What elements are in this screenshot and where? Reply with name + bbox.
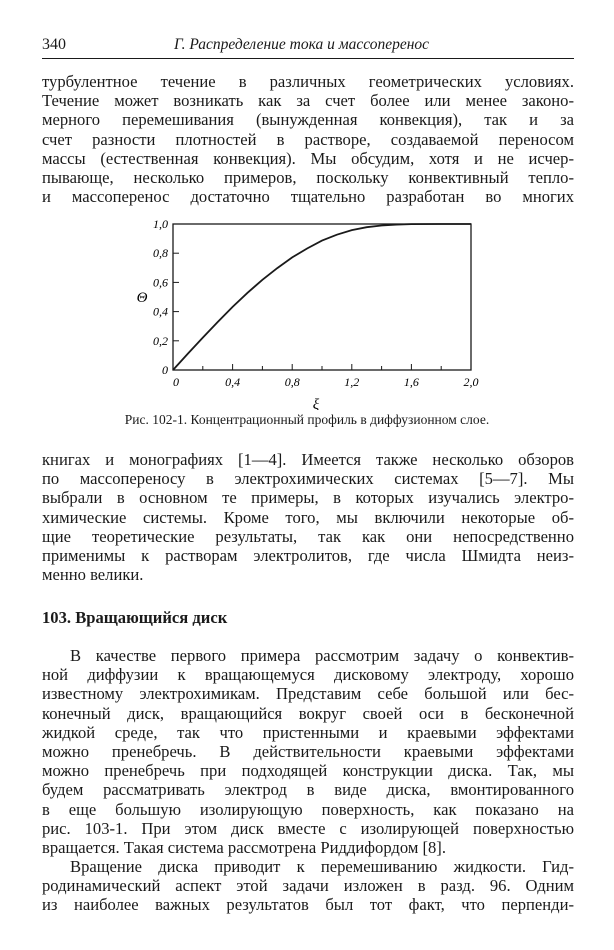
paragraph-1 [42, 72, 574, 206]
text-line: жидкой среде, так что пристенными и краевыми эффектами [42, 722, 574, 742]
text-line: щие теоретические результаты, так как они непосредственно [42, 526, 574, 546]
x-tick-label: 0,4 [225, 375, 241, 389]
text-line: родинамический аспект этой задачи изложен в разд. 96. Одним [42, 876, 574, 896]
y-axis-ticks [153, 217, 179, 377]
section-heading: 103. Вращающийся диск [42, 608, 228, 627]
text-line: конечный диск, вращающийся вокруг своей оси в бесконечной [42, 703, 574, 723]
x-tick-label: 2,0 [463, 375, 479, 389]
text-line: химические системы. Кроме того, мы включили некоторые об- [42, 507, 574, 527]
text-line: можно пренебречь. В действительности краевыми эффектами [42, 742, 574, 762]
figure-102-1 [0, 210, 614, 440]
y-axis-label: Θ [136, 290, 148, 306]
theta-curve [173, 224, 471, 370]
y-tick-label: 0,8 [153, 246, 168, 261]
text-line: Течение может возникать как за счет более или менее законо- [42, 91, 574, 111]
plot-frame [173, 224, 471, 370]
text-line: пывающе, несколько примеров, поскольку конвективный тепло- [42, 168, 574, 188]
paragraph-2 [42, 450, 574, 584]
page-number: 340 [42, 36, 66, 53]
y-tick-label: 0 [162, 363, 168, 377]
x-tick-label: 0 [173, 375, 179, 389]
text-line: мерного перемешивания (вынужденная конвекция), так и за [42, 110, 574, 130]
x-tick-label: 0,8 [284, 375, 300, 389]
text-line: менно велики. [42, 565, 144, 585]
text-line: счет разности плотностей в растворе, создаваемой переносом [42, 129, 574, 149]
text-line: Вращение диска приводит к перемешиванию жидкости. Гид- [70, 857, 574, 876]
y-tick-label: 0,2 [153, 333, 168, 348]
text-line: известному электрохимикам. Представим себе большой или бес- [42, 684, 574, 704]
text-line: по массопереносу в электрохимических системах [5—7]. Мы [42, 469, 574, 489]
paragraph-4 [42, 857, 574, 915]
text-line: из наиболее важных результатов был тот факт, что перпенди- [42, 895, 574, 915]
y-tick-label: 0,4 [153, 304, 168, 319]
text-line: будем рассматривать электрод в виде диска, вмонтированного [42, 780, 574, 800]
running-header [42, 34, 574, 59]
text-line: выбрали в основном те примеры, в которых изучались электро- [42, 488, 574, 508]
x-axis-label: ξ [312, 397, 320, 410]
x-axis-ticks [173, 364, 479, 389]
running-title: Г. Распределение тока и массоперенос [174, 36, 430, 53]
text-line: в еще большую изолирующую поверхность, как показано на [42, 799, 574, 819]
text-line: ной диффузии к вращающемуся дисковому электроду, хорошо [42, 665, 574, 685]
y-tick-label: 0,6 [153, 275, 168, 290]
text-line: вращается. Такая система рассмотрена Риддифордом [8]. [42, 838, 446, 858]
text-line: можно пренебречь при подходящей конструкции диска. Так, мы [42, 761, 574, 781]
x-tick-label: 1,6 [403, 375, 419, 389]
figure-caption: Рис. 102-1. Концентрационный профиль в диффузионном слое. [124, 412, 490, 427]
paragraph-3 [42, 646, 574, 857]
text-line: и массоперенос достаточно тщательно разработан во многих [42, 187, 574, 207]
text-line: применимы к растворам электролитов, где числа Шмидта неиз- [42, 546, 574, 566]
text-line: В качестве первого примера рассмотрим задачу о конвектив- [70, 646, 574, 665]
x-tick-label: 1,2 [344, 375, 360, 389]
text-line: турбулентное течение в различных геометрических условиях. [42, 72, 574, 91]
y-tick-label: 1,0 [153, 217, 168, 231]
text-line: книгах и монографиях [1—4]. Имеется также несколько обзоров [42, 450, 574, 469]
text-line: массы (естественная конвекция). Мы обсудим, хотя и не исчер- [42, 148, 574, 168]
concentration-profile-chart [0, 210, 614, 410]
text-line: рис. 103-1. При этом диск вместе с изолирующей поверхностью [42, 818, 574, 838]
